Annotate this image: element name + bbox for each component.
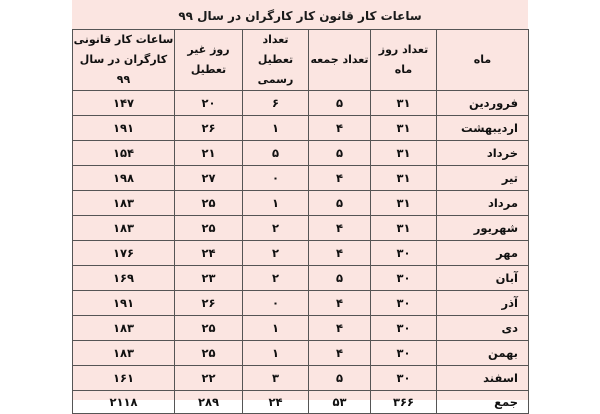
cell-fridays: ۴ bbox=[309, 216, 371, 241]
cell-month: مهر bbox=[437, 241, 529, 266]
cell-workdays: ۲۲ bbox=[175, 366, 243, 391]
cell-fridays: ۴ bbox=[309, 316, 371, 341]
cell-days: ۳۱ bbox=[371, 166, 437, 191]
cell-days: ۳۰ bbox=[371, 366, 437, 391]
cell-hours: ۱۸۳ bbox=[73, 316, 175, 341]
cell-month: آذر bbox=[437, 291, 529, 316]
cell-holidays: ۲۴ bbox=[243, 391, 309, 414]
cell-workdays: ۲۷ bbox=[175, 166, 243, 191]
cell-days: ۳۱ bbox=[371, 91, 437, 116]
cell-holidays: ۱ bbox=[243, 316, 309, 341]
cell-holidays: ۱ bbox=[243, 341, 309, 366]
header-fridays: تعداد جمعه bbox=[309, 30, 371, 91]
cell-workdays: ۲۳ bbox=[175, 266, 243, 291]
cell-fridays: ۵۳ bbox=[309, 391, 371, 414]
header-days-in-month: تعداد روز ماه bbox=[371, 30, 437, 91]
cell-fridays: ۴ bbox=[309, 116, 371, 141]
cell-days: ۳۰ bbox=[371, 291, 437, 316]
cell-month: آبان bbox=[437, 266, 529, 291]
cell-fridays: ۴ bbox=[309, 166, 371, 191]
cell-fridays: ۴ bbox=[309, 241, 371, 266]
cell-workdays: ۲۶ bbox=[175, 116, 243, 141]
cell-month: اردیبهشت bbox=[437, 116, 529, 141]
cell-holidays: ۱ bbox=[243, 116, 309, 141]
cell-days: ۳۰ bbox=[371, 316, 437, 341]
cell-days: ۳۱ bbox=[371, 141, 437, 166]
cell-fridays: ۵ bbox=[309, 141, 371, 166]
cell-month: اسفند bbox=[437, 366, 529, 391]
table-row bbox=[73, 316, 529, 341]
table-title: ساعات کار قانون کار کارگران در سال ۹۹ bbox=[178, 9, 422, 23]
cell-hours: ۲۱۱۸ bbox=[73, 391, 175, 414]
cell-workdays: ۲۶ bbox=[175, 291, 243, 316]
cell-hours: ۱۸۳ bbox=[73, 216, 175, 241]
cell-workdays: ۲۱ bbox=[175, 141, 243, 166]
table-row bbox=[73, 366, 529, 391]
cell-days: ۳۰ bbox=[371, 241, 437, 266]
cell-workdays: ۲۸۹ bbox=[175, 391, 243, 414]
table-row bbox=[73, 116, 529, 141]
cell-days: ۳۰ bbox=[371, 341, 437, 366]
table-row bbox=[73, 91, 529, 116]
cell-fridays: ۵ bbox=[309, 191, 371, 216]
cell-holidays: ۲ bbox=[243, 216, 309, 241]
table-row bbox=[73, 191, 529, 216]
cell-month: جمع bbox=[437, 391, 529, 414]
cell-hours: ۱۸۳ bbox=[73, 191, 175, 216]
cell-workdays: ۲۵ bbox=[175, 191, 243, 216]
cell-holidays: ۶ bbox=[243, 91, 309, 116]
cell-month: بهمن bbox=[437, 341, 529, 366]
cell-holidays: ۰ bbox=[243, 166, 309, 191]
table-row bbox=[73, 266, 529, 291]
cell-month: دی bbox=[437, 316, 529, 341]
cell-hours: ۱۶۱ bbox=[73, 366, 175, 391]
cell-hours: ۱۷۶ bbox=[73, 241, 175, 266]
cell-holidays: ۲ bbox=[243, 266, 309, 291]
cell-days: ۳۱ bbox=[371, 216, 437, 241]
total-row bbox=[73, 391, 529, 414]
cell-month: خرداد bbox=[437, 141, 529, 166]
document-sheet bbox=[72, 0, 528, 409]
table-row bbox=[73, 216, 529, 241]
cell-month: فروردین bbox=[437, 91, 529, 116]
cell-hours: ۱۵۴ bbox=[73, 141, 175, 166]
cell-holidays: ۰ bbox=[243, 291, 309, 316]
cell-days: ۳۱ bbox=[371, 191, 437, 216]
cell-workdays: ۲۰ bbox=[175, 91, 243, 116]
cell-hours: ۱۸۳ bbox=[73, 341, 175, 366]
cell-fridays: ۴ bbox=[309, 341, 371, 366]
cell-hours: ۱۹۸ bbox=[73, 166, 175, 191]
cell-holidays: ۱ bbox=[243, 191, 309, 216]
header-official-holidays: تعداد تعطیل رسمی bbox=[243, 30, 309, 91]
cell-holidays: ۵ bbox=[243, 141, 309, 166]
cell-holidays: ۳ bbox=[243, 366, 309, 391]
cell-hours: ۱۶۹ bbox=[73, 266, 175, 291]
table-body bbox=[73, 91, 529, 414]
table-row bbox=[73, 341, 529, 366]
header-legal-hours: ساعات کار قانونی کارگران در سال ۹۹ bbox=[73, 30, 175, 91]
header-non-holiday-days: روز غیر تعطیل bbox=[175, 30, 243, 91]
cell-hours: ۱۹۱ bbox=[73, 116, 175, 141]
cell-month: مرداد bbox=[437, 191, 529, 216]
cell-month: شهریور bbox=[437, 216, 529, 241]
cell-fridays: ۵ bbox=[309, 91, 371, 116]
cell-workdays: ۲۵ bbox=[175, 316, 243, 341]
cell-fridays: ۵ bbox=[309, 366, 371, 391]
table-row bbox=[73, 241, 529, 266]
table-row bbox=[73, 141, 529, 166]
header-month: ماه bbox=[437, 30, 529, 91]
cell-days: ۳۶۶ bbox=[371, 391, 437, 414]
cell-days: ۳۰ bbox=[371, 266, 437, 291]
cell-fridays: ۵ bbox=[309, 266, 371, 291]
cell-fridays: ۴ bbox=[309, 291, 371, 316]
cell-hours: ۱۴۷ bbox=[73, 91, 175, 116]
cell-workdays: ۲۵ bbox=[175, 216, 243, 241]
cell-workdays: ۲۵ bbox=[175, 341, 243, 366]
table-row bbox=[73, 291, 529, 316]
work-hours-table bbox=[72, 29, 529, 414]
cell-holidays: ۲ bbox=[243, 241, 309, 266]
cell-hours: ۱۹۱ bbox=[73, 291, 175, 316]
table-row bbox=[73, 166, 529, 191]
cell-workdays: ۲۴ bbox=[175, 241, 243, 266]
cell-days: ۳۱ bbox=[371, 116, 437, 141]
header-row bbox=[73, 30, 529, 91]
cell-month: تیر bbox=[437, 166, 529, 191]
